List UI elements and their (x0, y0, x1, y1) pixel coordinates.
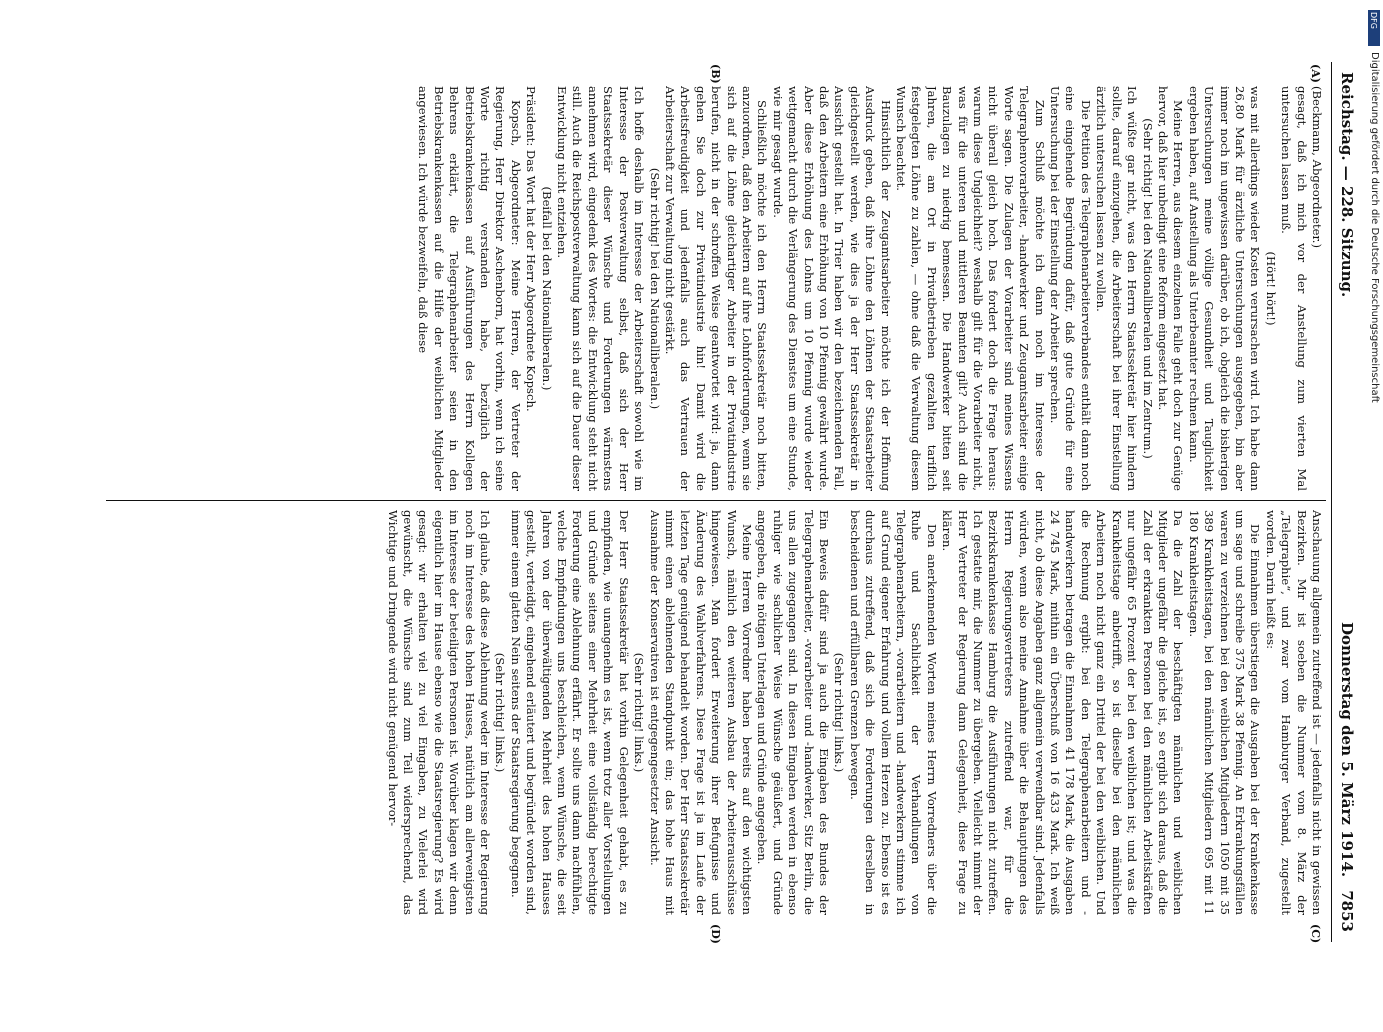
digitization-credit-text: Digitalisierung gefördert durch die Deutsche Forschungsgemeinschaft (1369, 52, 1380, 403)
paragraph: (Beifall bei den Nationalliberalen.) (539, 186, 554, 391)
paragraph: Anschauung allgemein zutreffend ist — jedenfalls nicht in gewissen Bezirken. Mir ist soeben die Nummer vom 8. März der „Telegraphie“, und zwar vom Hamburger Verband, zugestellt worden. Darin heißt es: (1263, 510, 1324, 915)
page-header (1332, 62, 1362, 942)
paragraph: Kopsch, Abgeordneter: Meine Herren, der Vertreter der Regierung, Herr Direktor Aschenborn, hat vorhin, wenn ich seine Worte richtig verstanden habe, bezüglich der Betriebskrankenkassen auf Ausführungen des Herrn Kollegen Behrens erklärt, die Telegraphenarbeiter seien in den Betriebskrankenkassen auf die Hilfe der weiblichen Mitglieder angewiesen. Ich würde bezweifeln, daß diese (416, 86, 523, 491)
header-date: Donnerstag den 5. März 1914. (1338, 622, 1356, 878)
header-rule (1331, 62, 1332, 942)
margin-marker-a: (A) (1309, 64, 1322, 83)
paragraph: (Beckmann, Abgeordneter.) (1310, 86, 1324, 248)
paragraph: Ich wüßte gar nicht, was den Herrn Staatssekretär hier hindern sollte, darauf einzugehen, die Arbeiterschaft bei ihrer Einstellung ärztlich untersuchen lassen zu wollen. (1094, 86, 1140, 491)
header-page-number: 7853 (1338, 890, 1356, 932)
column-divider (106, 500, 1326, 501)
paragraph: gesagt, daß ich mich vor der Anstellung zum vierten Mal untersuchen lassen muß. (1279, 86, 1309, 491)
margin-marker-b: (B) (709, 64, 722, 84)
paragraph: Die Einnahmen überstiegen die Ausgaben bei der Krankenkasse um sage und schreibe 375 Mark 38 Pfennig. An Erkrankungsfällen waren zu verzeichnen bei den weiblichen Mitgliedern 1050 mit 35 389 Krankheitstagen, bei den männlichen Mitgliedern 695 mit 11 180 Krankheitstagen. (1186, 510, 1263, 915)
margin-marker-d: (D) (709, 924, 722, 944)
text-column-left (415, 86, 1324, 491)
paragraph: Der Herr Staatssekretär hat vorhin Gelegenheit gehabt, es zu empfinden, wie unangenehm es ist, wenn trotz aller Vorstellungen und Gründe seitens einer Mehrheit eine vollständig berechtigte Forderung eine Ablehnung erfährt. Er sollte uns dann nachfühlen, welche Empfindungen uns beschleichen, wenn Wünsche, die seit Jahren von der überwältigenden Mehrheit des hohen Hauses gestellt, verteidigt, eingehend erläutert und begründet worden sind, immer einem glatten Nein seitens der Staatsregierung begegnen. (508, 510, 631, 915)
paragraph: Meine Herren Vorredner haben bereits auf den wichtigsten Wunsch, nämlich den weiteren Ausbau der Arbeiterausschüsse hingewiesen. Man fordert Erweiterung ihrer Befugnisse und Änderung des Wahlverfahrens. Diese Frage ist ja im Laufe der letzten Tage genügend behandelt worden. Der Herr Staatssekretär nimmt einen ablehnenden Standpunkt ein; das hohe Haus mit Ausnahme der Konservativen ist entgegengesetzter Ansicht. (647, 510, 754, 915)
text-column-right (384, 510, 1324, 915)
paragraph: Meine Herren, aus diesem einzelnen Falle geht doch zur Genüge hervor, daß hier unbedingt eine Reform eingesetzt hat. (1155, 86, 1186, 491)
paragraph: was mit allerdings wieder Kosten verursachen wird. Ich habe dann 26,80 Mark für ärztliche Untersuchungen ausgegeben, bin aber immer noch im ungewissen darüber, ob ich, obgleich die bisherigen Untersuchungen meine völlige Gesundheit und Tauglichkeit ergeben haben, auf Anstellung als Unterbeamter rechnen kann. (1186, 86, 1263, 491)
paragraph: (Sehr richtig! links.) (632, 652, 647, 773)
paragraph: Hinsichtlich der Zeugamtsarbeiter möchte ich der Hoffnung Ausdruck geben, daß ihre Löhne den Löhnen der Staatsarbeiter gleichgestellt werden, wie dies ja der Herr Staatssekretär in Aussicht gestellt hat. In Trier haben wir den bezeichnenden Fall, daß den Arbeitern eine Erhöhung von 10 Pfennig gewährt wurde. Aber diese Erhöhung des Lohns um 10 Pfennig wurde wieder wettgemacht durch die Verlängerung des Dienstes um eine Stunde, wie mir gesagt wurde. (770, 86, 893, 491)
digitization-credit (1366, 52, 1380, 1032)
header-session: Reichstag. — 228. Sitzung. (1338, 72, 1356, 298)
paragraph: Schließlich möchte ich den Herrn Staatssekretär noch bitten, anzuordnen, daß den Arbeitern auf ihre Lohnforderungen, wenn sie sich auf die Löhne gleichartiger Arbeiter in der Privatindustrie berufen, nicht in der schroffen Weise geantwortet wird: ja, dann gehen Sie doch zur Privatindustrie hin! Damit wird die Arbeitsfreudigkeit und jedenfalls auch das Vertrauen der Arbeiterschaft zur Verwaltung nicht gestärkt. (662, 86, 770, 491)
paragraph: Präsident: Das Wort hat der Herr Abgeordnete Kopsch. (524, 86, 539, 412)
rotated-newspaper-sheet (94, 62, 1362, 942)
paragraph: Ich glaube, daß diese Ablehnung weder im Interesse der Regierung noch im Interesse des hohen Hauses, natürlich am allerwenigsten im Interesse der beteiligten Personen ist. Worüber klagen wir denn eigentlich hier im Hause ebenso wie die Staatsregierung? Es wird gesagt: wir erhalten viel zu viel Eingaben, zu Vielerlei wird gewünscht, die Wünsche sind zum Teil widersprechend, das Wichtige und Dringende wird nicht genügend hervor- (385, 510, 493, 915)
paragraph: (Sehr richtig! bei den Nationalliberalen und im Zentrum.) (1140, 118, 1155, 459)
paragraph: Den anerkennenden Worten meines Herrn Vorredners über die Ruhe und Sachlichkeit der Verhandlungen von Telegraphenarbeitern, -vorarbeitern und -handwerkern stimme ich auf Grund eigener Erfahrung und vollem Herzen zu. Ebenso ist es durchaus zutreffend, daß sich die Forderungen derselben in bescheidenen und erfüllbaren Grenzen bewegen. (847, 510, 939, 915)
paragraph: Ein Beweis dafür sind ja auch die Eingaben des Bundes der Telegraphenarbeiter, -vorarbeiter und -handwerker, Sitz Berlin, die uns allen zugegangen sind. In diesen Eingaben werden in ebenso ruhiger wie sachlicher Weise Wünsche geäußert, und Gründe angegeben, die nötigen Unterlagen und Gründe angegeben. (755, 510, 831, 915)
paragraph: (Sehr richtig! links.) (832, 652, 847, 773)
margin-marker-c: (C) (1309, 924, 1322, 944)
paragraph: (Sehr richtig! links.) (493, 652, 508, 773)
paragraph: Da die Zahl der beschäftigten männlichen und weiblichen Mitglieder ungefähr die gleiche ist, so ergibt sich daraus, daß die Zahl der erkrankten Personen bei den männlichen Arbeitskräften nur ungefähr 65 Prozent der bei den weiblichen ist; und was die Krankheitstage anbetrifft, so ist dieselbe bei den männlichen Arbeitern noch nicht ganz ein Drittel der bei den weiblichen. Und die Rechnung ergibt: bei den Telegraphenarbeitern und -handwerkern betragen die Einnahmen 41 178 Mark, die Ausgaben 24 745 Mark, mithin ein Überschuß von 16 433 Mark. Ich weiß nicht, ob diese Angaben ganz allgemein verwendbar sind. Jedenfalls würden, wenn also meine Annahme über die Behauptungen des Herrn Regierungsvertreters zutreffend war, für die Bezirkskrankenkasse Hamburg die Ausführungen nicht zutreffen. Ich gestatte mir, die Nummer zu übergeben. Vielleicht nimmt der Herr Vertreter der Regierung dann Gelegenheit, diese Frage zu klären. (940, 510, 1186, 915)
paragraph: (Hört! hört!) (1263, 251, 1278, 326)
paragraph: Die Petition des Telegraphenarbeiterverbandes enthält dann noch eine eingehende Begründung dafür, daß gute Gründe für eine Untersuchung bei der Einstellung der Arbeiter sprechen. (1048, 86, 1093, 491)
paragraph: Ich hoffe deshalb im Interesse der Arbeiterschaft sowohl wie im Interesse der Postverwaltung selbst, daß sich der Herr Staatssekretär dieser Wünsche und Forderungen wärmstens annehmen wird, eingedenk des Wortes: die Entwicklung steht nicht still. Auch die Reichspostverwaltung kann sich auf die Dauer dieser Entwicklung nicht entziehen. (555, 86, 647, 491)
dfg-logo-text: DFG (1369, 12, 1378, 29)
dfg-logo (1368, 10, 1380, 46)
paragraph: (Sehr richtig! bei den Nationalliberalen.) (647, 167, 662, 410)
paragraph: Zum Schluß möchte ich dann noch im Interesse der Telegraphenvorarbeiter, -handwerker und Zeugamtsarbeiter einige Worte sagen. Die Zulagen der Vorarbeiter sind meines Wissens nicht überall gleich hoch. Das fordert doch die Frage heraus: warum diese Ungleichheit? weshalb gilt für die Vorarbeiter nicht, was für die unteren und mittleren Beamten gilt? Auch sind die Bauzulagen zu niedrig bemessen. Die Handwerker bitten seit Jahren, die am Ort in Privatbetrieben gezahlten tariflich festgelegten Löhne zu zahlen, — ohne daß die Verwaltung diesem Wunsch beachtet. (894, 86, 1047, 491)
